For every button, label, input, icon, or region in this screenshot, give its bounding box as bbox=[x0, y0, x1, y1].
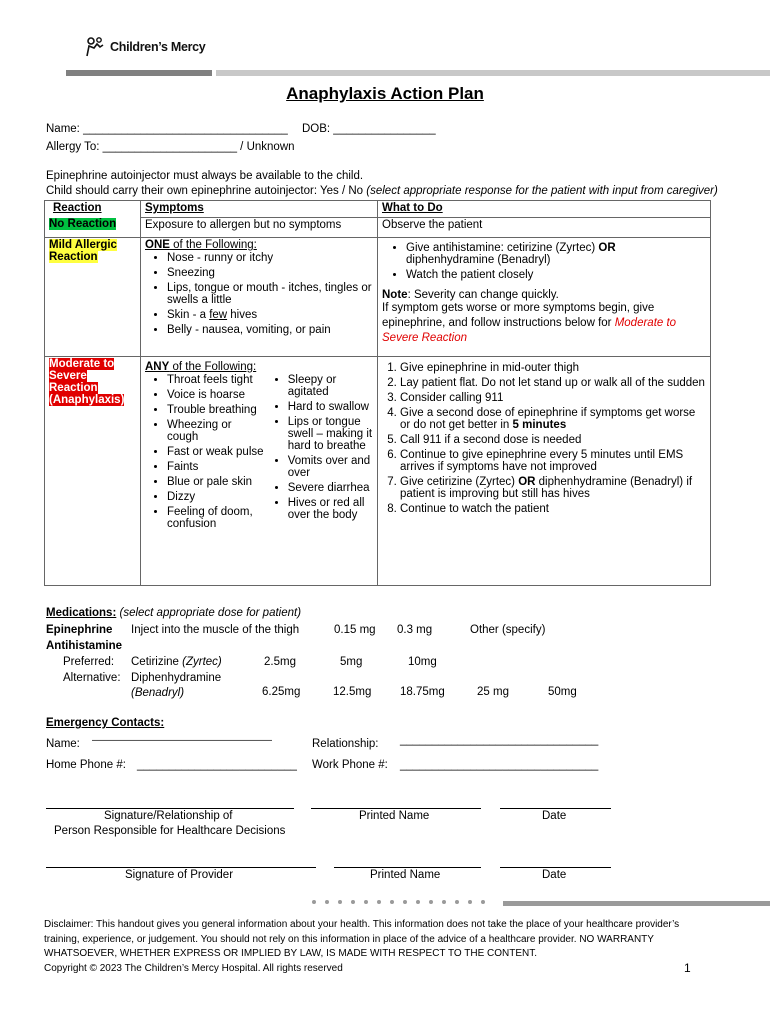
allergy-field[interactable]: Allergy To: _____________________ / Unknown bbox=[46, 141, 295, 153]
mild-symptom-list bbox=[145, 252, 373, 336]
list-item: • Sleepy or agitated bbox=[288, 374, 373, 398]
antihistamine-label: Antihistamine bbox=[46, 640, 123, 652]
preferred-label: Preferred: bbox=[63, 656, 115, 668]
epi-dose-other[interactable]: Other (specify) bbox=[470, 624, 546, 636]
moderate-symptom-list-2 bbox=[266, 373, 373, 533]
contact-name-field[interactable]: —————————————————— bbox=[92, 735, 272, 746]
list-item: • Voice is hoarse bbox=[167, 389, 266, 401]
mild-note: Note: Severity can change quickly. bbox=[382, 289, 559, 301]
intro-line-2-note: (select appropriate response for the patient with input from caregiver) bbox=[366, 185, 718, 197]
list-item: • Belly - nausea, vomiting, or pain bbox=[167, 324, 373, 336]
guardian-date-label: Date bbox=[542, 810, 567, 822]
contact-name-label: Name: bbox=[46, 738, 80, 750]
logo-text: Children’s Mercy bbox=[110, 40, 206, 54]
header-what-to-do: What to Do bbox=[382, 202, 443, 214]
alternative-label: Alternative: bbox=[63, 672, 121, 684]
list-item: • Feeling of doom, confusion bbox=[167, 506, 266, 530]
guardian-date-line[interactable] bbox=[500, 808, 611, 809]
moderate-label: Moderate to Severe Reaction (Anaphylaxis) bbox=[49, 358, 125, 406]
work-phone-field[interactable]: _______________________________ bbox=[400, 759, 599, 771]
provider-signature-line[interactable] bbox=[46, 867, 316, 868]
list-item: 3. Consider calling 911 bbox=[400, 392, 706, 404]
moderate-row bbox=[45, 357, 711, 586]
guardian-signature-label-1: Signature/Relationship of bbox=[104, 810, 233, 822]
childrens-mercy-logo bbox=[84, 36, 205, 58]
list-item: • Sneezing bbox=[167, 267, 373, 279]
provider-signature-label: Signature of Provider bbox=[125, 869, 234, 881]
list-item: • Throat feels tight bbox=[167, 374, 266, 386]
intro-line-1: Epinephrine autoinjector must always be available to the child. bbox=[46, 170, 364, 182]
list-item: • Hives or red all over the body bbox=[288, 497, 373, 521]
list-item: • Dizzy bbox=[167, 491, 266, 503]
list-item: 7. Give cetirizine (Zyrtec) OR diphenhydramine (Benadryl) if patient is improving but still has hives bbox=[400, 476, 706, 500]
medications-heading: Medications: (select appropriate dose for patient) bbox=[46, 607, 302, 619]
alternative-brand: (Benadryl) bbox=[131, 687, 185, 699]
list-item: 6. Continue to give epinephrine every 5 minutes until EMS arrives if symptoms have not improved bbox=[400, 449, 706, 473]
table-header-row bbox=[45, 201, 711, 218]
mild-note-text: If symptom gets worse or more symptoms begin, give epinephrine, and follow instructions below for Moderate to Severe Reaction bbox=[382, 302, 677, 344]
intro-line-2 bbox=[46, 185, 718, 197]
page-number: 1 bbox=[684, 961, 691, 975]
disclaimer-line-2: training, experience, or judgement. You should not rely on this information in place of the advice of a healthcare provider. NO WARRANTY bbox=[44, 933, 654, 945]
alternative-drug: Diphenhydramine bbox=[131, 672, 222, 684]
home-phone-label: Home Phone #: bbox=[46, 759, 126, 771]
benadryl-dose-125[interactable]: 12.5mg bbox=[333, 686, 372, 698]
dob-field[interactable]: DOB: ________________ bbox=[302, 123, 436, 135]
list-item: • Hard to swallow bbox=[288, 401, 373, 413]
work-phone-label: Work Phone #: bbox=[312, 759, 388, 771]
copyright: Copyright © 2023 The Children’s Mercy Hospital. All rights reserved bbox=[44, 962, 343, 974]
page-title: Anaphylaxis Action Plan bbox=[286, 84, 484, 103]
guardian-printed-name-label: Printed Name bbox=[359, 810, 430, 822]
moderate-link: Moderate to Severe Reaction bbox=[382, 317, 677, 344]
reaction-table bbox=[44, 200, 711, 586]
footer-dots bbox=[312, 900, 485, 904]
mild-action-list bbox=[382, 242, 706, 281]
list-item: 8. Continue to watch the patient bbox=[400, 503, 706, 515]
provider-date-label: Date bbox=[542, 869, 567, 881]
epinephrine-label: Epinephrine bbox=[46, 624, 113, 636]
relationship-label: Relationship: bbox=[312, 738, 379, 750]
benadryl-dose-625[interactable]: 6.25mg bbox=[262, 686, 301, 698]
provider-printed-name-label: Printed Name bbox=[370, 869, 441, 881]
provider-printed-name-line[interactable] bbox=[334, 867, 481, 868]
provider-date-line[interactable] bbox=[500, 867, 611, 868]
preferred-drug: Cetirizine (Zyrtec) bbox=[131, 656, 222, 668]
list-item: • Severe diarrhea bbox=[288, 482, 373, 494]
home-phone-field[interactable]: _________________________ bbox=[137, 759, 297, 771]
cetirizine-dose-5[interactable]: 5mg bbox=[340, 656, 363, 668]
name-field[interactable]: Name: ________________________________ bbox=[46, 123, 288, 135]
intro-line-2-text: Child should carry their own epinephrine autoinjector: Yes / No bbox=[46, 185, 367, 197]
list-item: • Trouble breathing bbox=[167, 404, 266, 416]
no-reaction-label: No Reaction bbox=[49, 218, 117, 230]
guardian-printed-name-line[interactable] bbox=[311, 808, 481, 809]
no-reaction-row bbox=[45, 217, 711, 238]
moderate-intro: ANY of the Following: bbox=[145, 361, 257, 373]
mild-intro: ONE of the Following: bbox=[145, 239, 257, 251]
disclaimer-line-3: WHATSOEVER, WHETHER EXPRESS OR IMPLIED BY LAW, IS MADE WITH RESPECT TO THE CONTENT. bbox=[44, 948, 538, 959]
benadryl-dose-25[interactable]: 25 mg bbox=[477, 686, 509, 698]
relationship-field[interactable]: _______________________________ bbox=[400, 734, 599, 746]
list-item: • Vomits over and over bbox=[288, 455, 373, 479]
epi-dose-015[interactable]: 0.15 mg bbox=[334, 624, 376, 636]
list-item: • Lips, tongue or mouth - itches, tingles or swells a little bbox=[167, 282, 373, 306]
list-item: • Watch the patient closely bbox=[406, 269, 706, 281]
benadryl-dose-50[interactable]: 50mg bbox=[548, 686, 577, 698]
cetirizine-dose-25[interactable]: 2.5mg bbox=[264, 656, 296, 668]
moderate-symptom-list-1 bbox=[145, 373, 266, 533]
list-item: 4. Give a second dose of epinephrine if symptoms get worse or do not get better in 5 minutes bbox=[400, 407, 706, 431]
list-item: • Faints bbox=[167, 461, 266, 473]
no-reaction-symptoms: Exposure to allergen but no symptoms bbox=[141, 217, 378, 238]
header-bar-light bbox=[216, 70, 770, 76]
logo-icon bbox=[84, 36, 106, 58]
list-item: • Nose - runny or itchy bbox=[167, 252, 373, 264]
list-item: • Skin - a few hives bbox=[167, 309, 373, 321]
emergency-contacts-heading: Emergency Contacts: bbox=[46, 717, 165, 729]
list-item: 2. Lay patient flat. Do not let stand up or walk all of the sudden bbox=[400, 377, 706, 389]
list-item: • Fast or weak pulse bbox=[167, 446, 266, 458]
mild-label: Mild Allergic Reaction bbox=[49, 239, 117, 263]
disclaimer bbox=[44, 918, 724, 976]
cetirizine-dose-10[interactable]: 10mg bbox=[408, 656, 437, 668]
list-item: 1. Give epinephrine in mid-outer thigh bbox=[400, 362, 706, 374]
moderate-steps bbox=[382, 362, 706, 515]
header-reaction: Reaction bbox=[53, 202, 102, 214]
list-item: • Blue or pale skin bbox=[167, 476, 266, 488]
list-item: • Give antihistamine: cetirizine (Zyrtec) OR diphenhydramine (Benadryl) bbox=[406, 242, 706, 266]
header-bar-dark bbox=[66, 70, 212, 76]
header-symptoms: Symptoms bbox=[145, 202, 204, 214]
guardian-signature-line[interactable] bbox=[46, 808, 294, 809]
guardian-signature-label-2: Person Responsible for Healthcare Decisions bbox=[54, 825, 286, 837]
list-item: • Lips or tongue swell – making it hard to breathe bbox=[288, 416, 373, 452]
mild-row bbox=[45, 238, 711, 357]
benadryl-dose-1875[interactable]: 18.75mg bbox=[400, 686, 445, 698]
list-item: • Wheezing or cough bbox=[167, 419, 266, 443]
footer-bar bbox=[503, 901, 770, 906]
list-item: 5. Call 911 if a second dose is needed bbox=[400, 434, 706, 446]
epi-dose-03[interactable]: 0.3 mg bbox=[397, 624, 433, 636]
no-reaction-what: Observe the patient bbox=[378, 217, 711, 238]
disclaimer-line-1: Disclaimer: This handout gives you general information about your health. This information does not take the place of your healthcare provider’s bbox=[44, 919, 680, 930]
epinephrine-desc: Inject into the muscle of the thigh bbox=[131, 624, 300, 636]
